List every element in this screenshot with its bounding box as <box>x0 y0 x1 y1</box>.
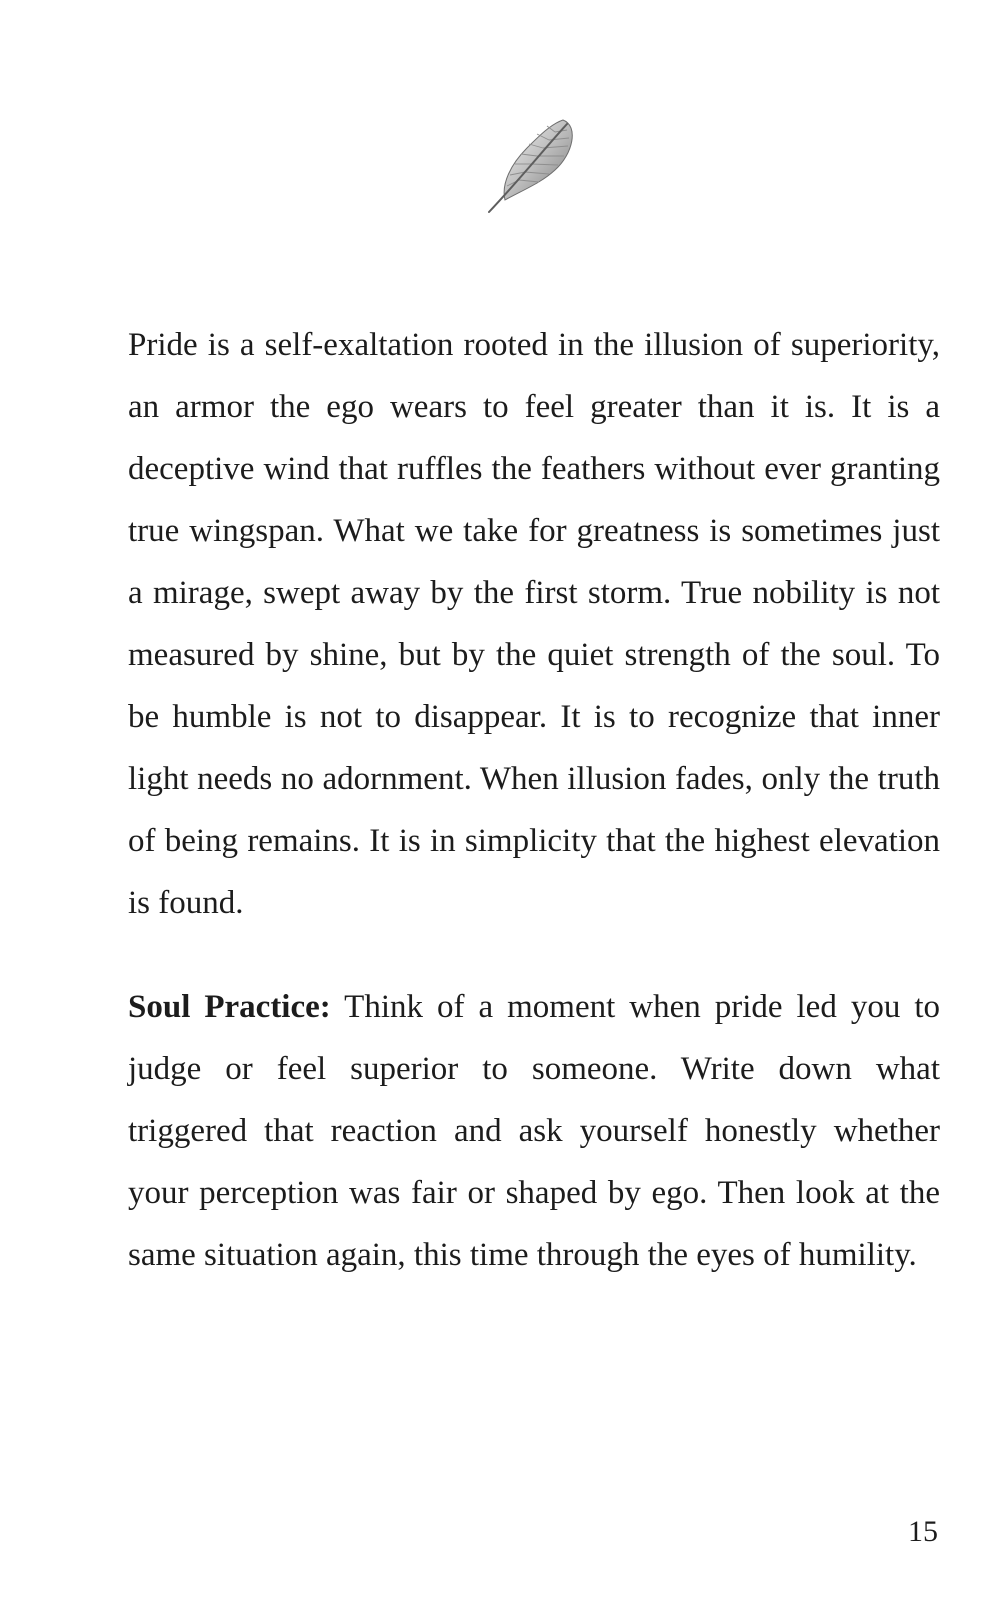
feather-icon <box>475 112 585 222</box>
body-paragraph: Pride is a self-exaltation rooted in the illusion of superiority, an armor the ego wears to feel greater than it is. It is a deceptive wind that ruffles the feathers without ever granting true wingspan. What we take for greatness is sometimes just a mirage, swept away by the first storm. True nobility is not measured by shine, but by the quiet strength of the soul. To be humble is not to disappear. It is to recognize that inner light needs no adornment. When illusion fades, only the truth of being remains. It is in simplicity that the highest elevation is found. <box>128 327 940 921</box>
soul-practice-paragraph <box>128 976 940 1286</box>
page-number: 15 <box>908 1515 938 1548</box>
soul-practice-text: Think of a moment when pride led you to judge or feel superior to someone. Write down what triggered that reaction and ask yourself honestly whether your perception was fair or shaped by ego. Then look at the same situation again, this time through the eyes of humility. <box>128 989 940 1273</box>
soul-practice-label: Soul Practice: <box>128 989 331 1025</box>
